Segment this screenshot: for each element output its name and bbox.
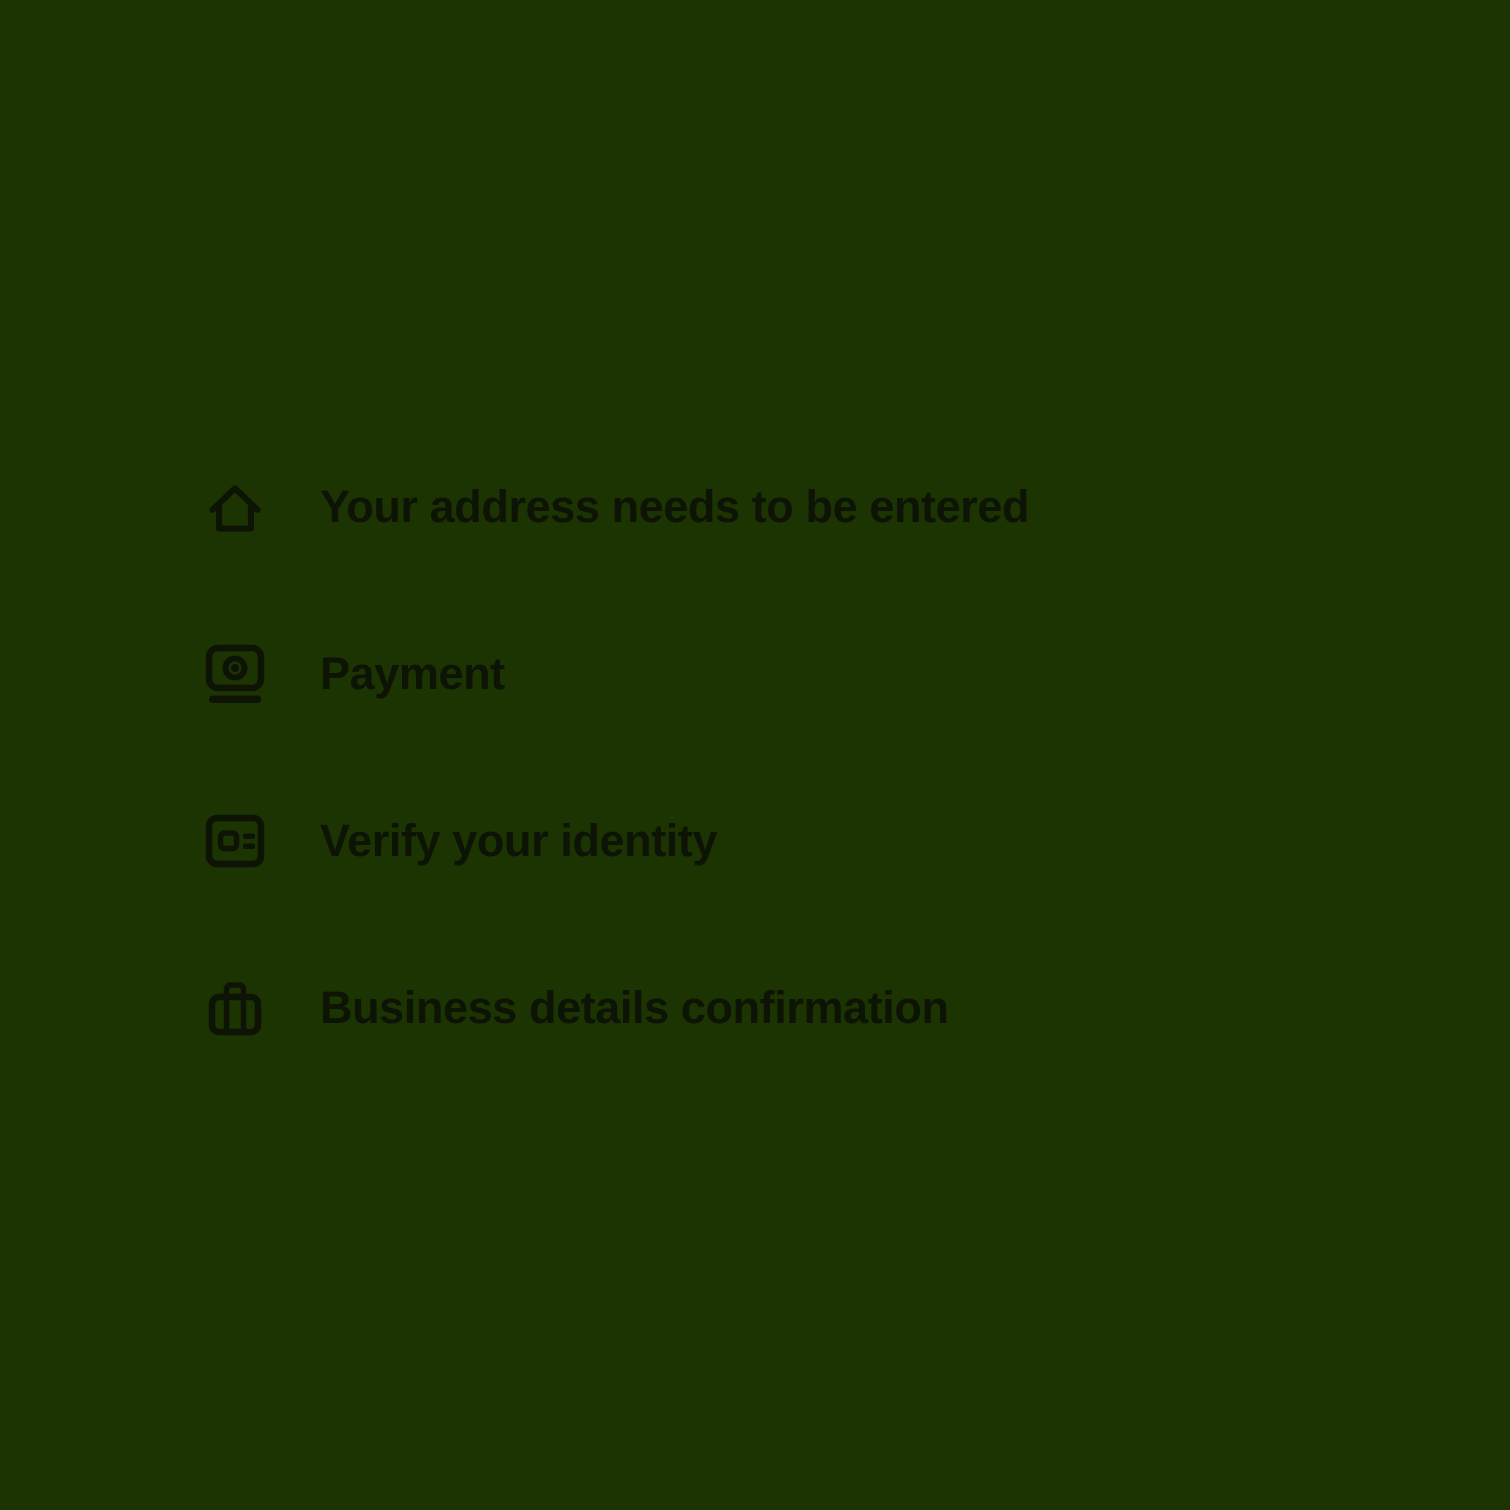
- briefcase-icon: [204, 977, 266, 1039]
- checklist-item-label: Verify your identity: [320, 815, 718, 866]
- banknote-icon: [204, 643, 266, 705]
- home-icon: [204, 476, 266, 538]
- checklist-item-label: Your address needs to be entered: [320, 481, 1030, 532]
- id-card-icon: [204, 810, 266, 872]
- checklist-item-label: Payment: [320, 648, 505, 699]
- checklist-item-label: Business details confirmation: [320, 982, 949, 1033]
- checklist-item-address[interactable]: [204, 476, 1029, 538]
- checklist-item-identity[interactable]: [204, 810, 1029, 872]
- checklist-item-business[interactable]: [204, 977, 1029, 1039]
- setup-checklist: [204, 476, 1029, 1039]
- checklist-item-payment[interactable]: [204, 643, 1029, 705]
